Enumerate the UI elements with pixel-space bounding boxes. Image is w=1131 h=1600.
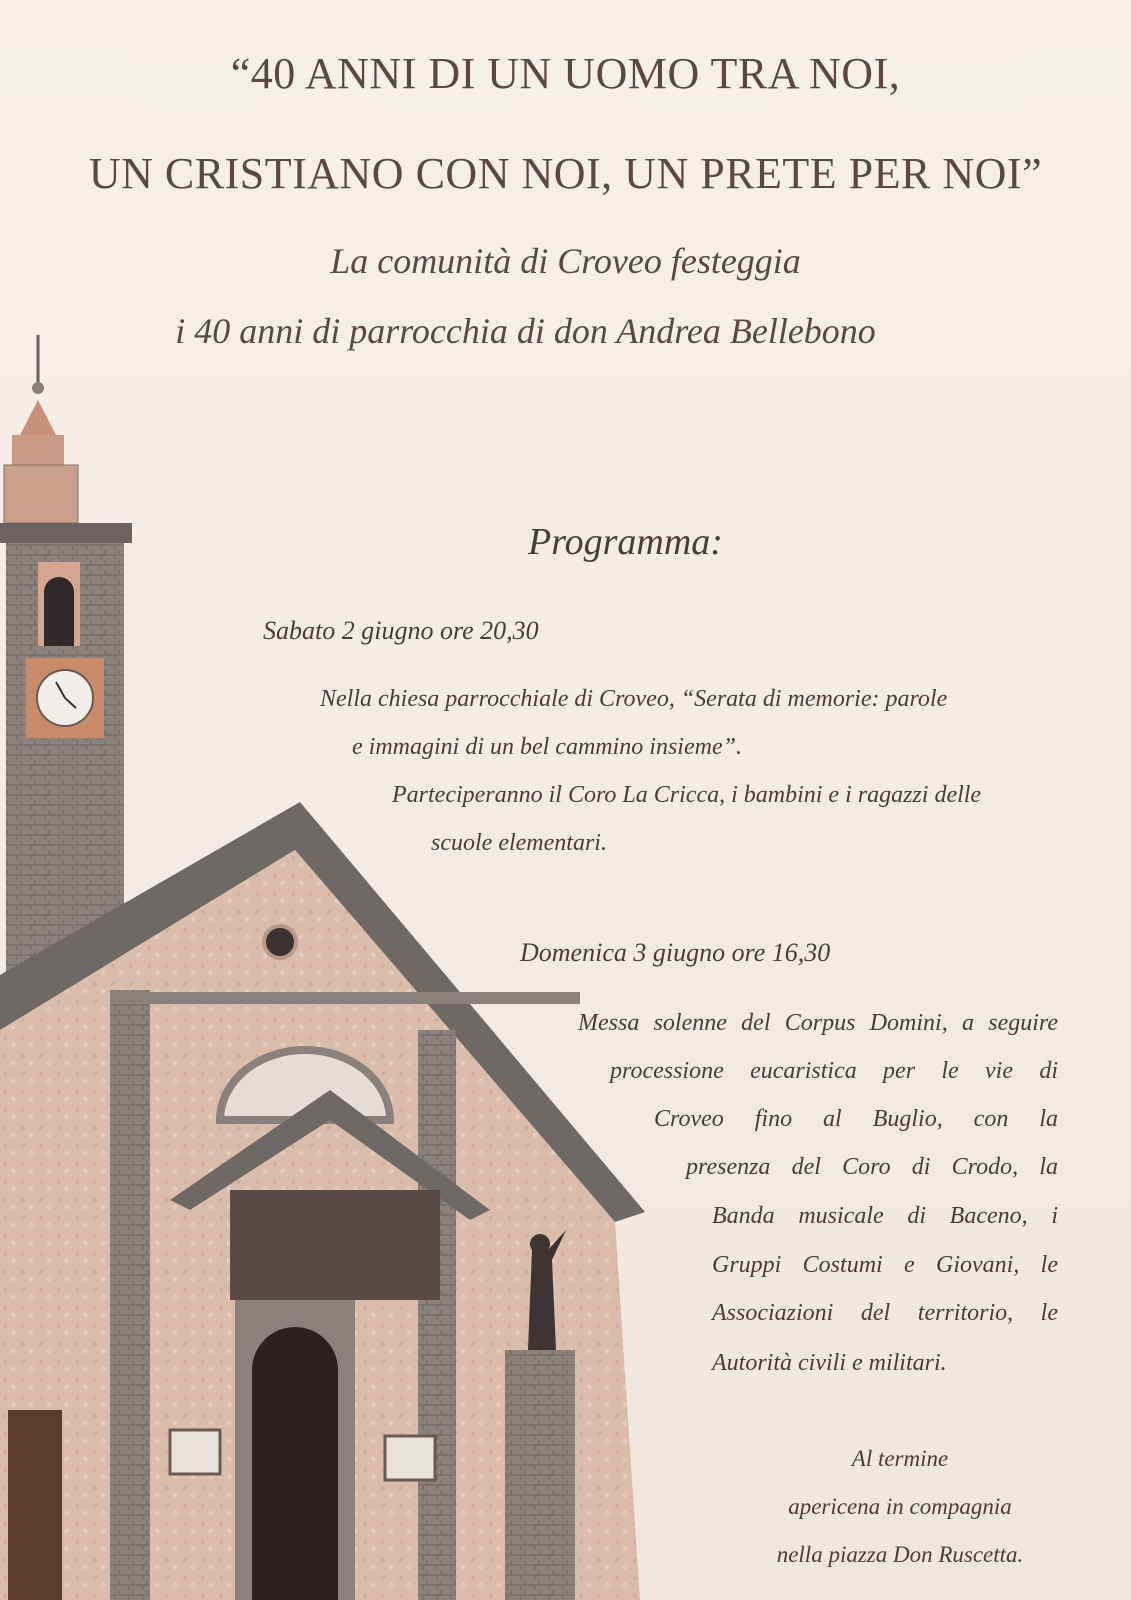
sunday-line: processione eucaristica per le vie di xyxy=(610,1058,1058,1084)
saturday-line: Nella chiesa parrocchiale di Croveo, “Serata di memorie: parole xyxy=(320,686,948,712)
saturday-line: e immagini di un bel cammino insieme”. xyxy=(352,734,742,760)
subtitle-line-1: La comunità di Croveo festeggia xyxy=(330,241,801,281)
tower-top xyxy=(4,465,78,523)
sunday-line: Associazioni del territorio, le xyxy=(712,1300,1058,1326)
bell-window xyxy=(44,577,74,646)
closing-line: Al termine xyxy=(851,1446,949,1471)
pilaster-right xyxy=(418,1030,456,1600)
sunday-line: Messa solenne del Corpus Domini, a seguire xyxy=(578,1010,1058,1036)
closing-line: apericena in compagnia xyxy=(788,1494,1012,1519)
subtitle-line-2: i 40 anni di parrocchia di don Andrea Bellebono xyxy=(175,311,876,351)
church-door xyxy=(252,1327,338,1600)
pilaster-left xyxy=(110,990,150,1600)
sunday-line: Banda musicale di Baceno, i xyxy=(712,1203,1058,1229)
sunday-heading: Domenica 3 giugno ore 16,30 xyxy=(520,938,831,967)
sunday-line: Croveo fino al Buglio, con la xyxy=(654,1106,1058,1132)
portal-lunette xyxy=(230,1190,440,1300)
notice-board-right xyxy=(385,1436,435,1480)
saturday-line: Parteciperanno il Coro La Cricca, i bambini e i ragazzi delle xyxy=(392,782,982,808)
sunday-line: Autorità civili e militari. xyxy=(712,1350,947,1376)
notice-board-left xyxy=(170,1430,220,1474)
facade-cornice xyxy=(110,992,580,1004)
title-line-1: “40 ANNI DI UN UOMO TRA NOI, xyxy=(230,49,901,98)
title-line-2: UN CRISTIANO CON NOI, UN PRETE PER NOI” xyxy=(88,149,1043,198)
side-door xyxy=(8,1410,62,1600)
closing-line: nella piazza Don Ruscetta. xyxy=(776,1542,1024,1567)
statue-pedestal xyxy=(505,1350,575,1600)
tower-lantern xyxy=(12,435,64,465)
sunday-line: presenza del Coro di Crodo, la xyxy=(686,1154,1058,1180)
program-heading: Programma: xyxy=(528,521,723,563)
tower-ball xyxy=(32,382,44,394)
saturday-heading: Sabato 2 giugno ore 20,30 xyxy=(263,616,539,645)
tower-cornice xyxy=(0,523,132,543)
rose-window xyxy=(264,926,296,958)
sunday-line: Gruppi Costumi e Giovani, le xyxy=(712,1252,1058,1278)
saturday-line: scuole elementari. xyxy=(431,830,607,856)
tower-spire xyxy=(20,400,56,435)
